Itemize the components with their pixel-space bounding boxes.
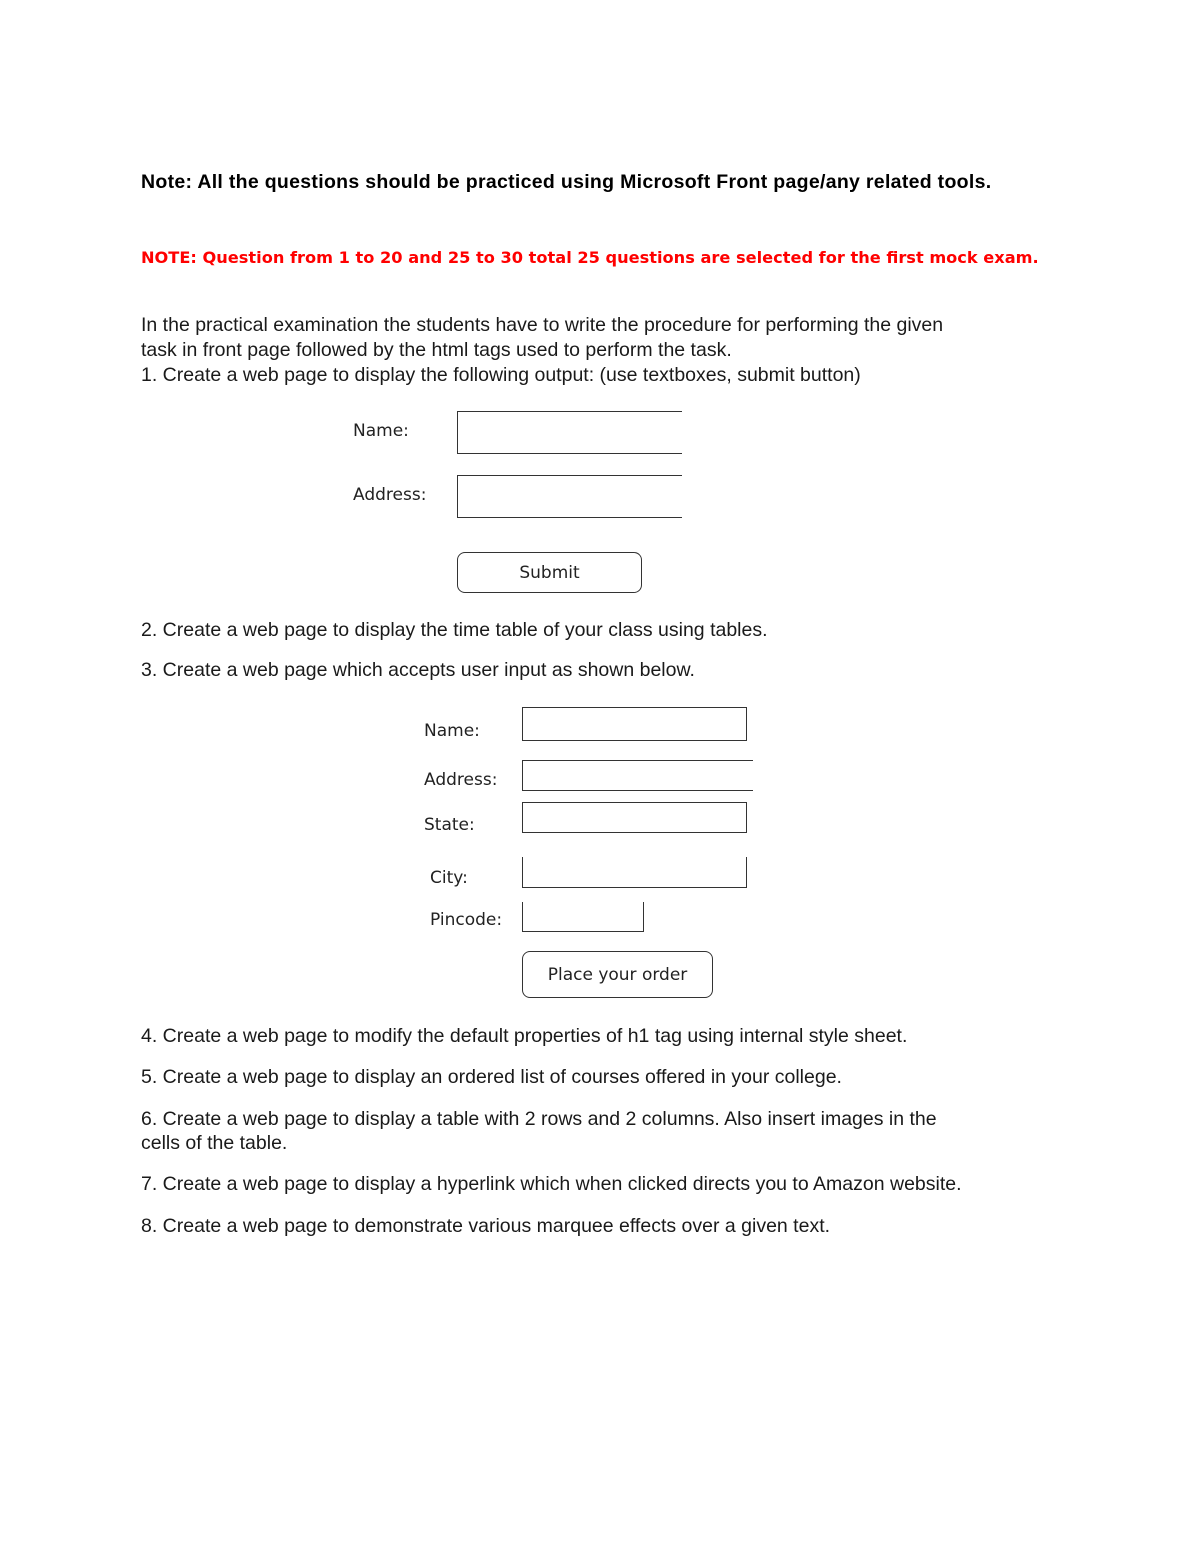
form2-address-label: Address: — [424, 770, 498, 790]
mock-exam-note: NOTE: Question from 1 to 20 and 25 to 30 total 25 questions are selected for the first mock exam. — [141, 248, 1039, 267]
form1-address-label: Address: — [353, 485, 427, 505]
question-4: 4. Create a web page to modify the default properties of h1 tag using internal style sheet. — [141, 1025, 908, 1047]
question-2: 2. Create a web page to display the time table of your class using tables. — [141, 619, 768, 641]
question-8: 8. Create a web page to demonstrate various marquee effects over a given text. — [141, 1215, 831, 1237]
question-5: 5. Create a web page to display an ordered list of courses offered in your college. — [141, 1066, 842, 1088]
form1-address-textbox — [457, 475, 682, 518]
form2-address-textbox — [522, 760, 753, 791]
form2-place-order-button: Place your order — [522, 951, 713, 998]
intro-line-1: In the practical examination the students have to write the procedure for performing the given — [141, 314, 944, 336]
question-3: 3. Create a web page which accepts user input as shown below. — [141, 659, 695, 681]
form1-name-textbox — [457, 411, 682, 454]
question-1: 1. Create a web page to display the following output: (use textboxes, submit button) — [141, 364, 861, 386]
form2-state-label: State: — [424, 815, 475, 835]
form2-pincode-textbox — [522, 902, 644, 932]
form1-name-label: Name: — [353, 421, 409, 441]
question-6-line-2: cells of the table. — [141, 1132, 288, 1154]
intro-line-2: task in front page followed by the html tags used to perform the task. — [141, 339, 732, 361]
form2-state-textbox — [522, 802, 747, 833]
form1-submit-button: Submit — [457, 552, 642, 593]
form2-city-label: City: — [430, 868, 468, 888]
question-6-line-1: 6. Create a web page to display a table with 2 rows and 2 columns. Also insert images in the — [141, 1108, 937, 1130]
form2-name-label: Name: — [424, 721, 480, 741]
form2-name-textbox — [522, 707, 747, 741]
form2-pincode-label: Pincode: — [430, 910, 503, 930]
form2-city-textbox — [522, 857, 747, 888]
question-7: 7. Create a web page to display a hyperlink which when clicked directs you to Amazon website. — [141, 1173, 962, 1195]
practice-note: Note: All the questions should be practiced using Microsoft Front page/any related tools. — [141, 171, 992, 193]
